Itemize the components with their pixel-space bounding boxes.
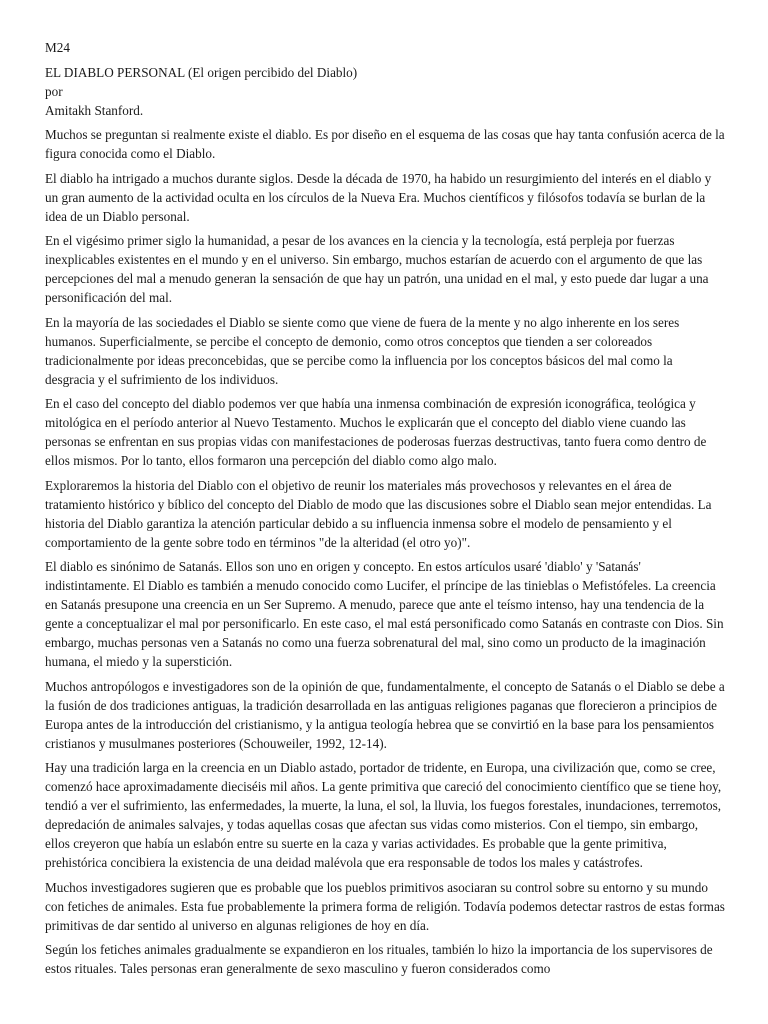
paragraph: Muchos investigadores sugieren que es probable que los pueblos primitivos asociaran su control sobre su entorno y su mundo con fetiches de animales. Esta fue probablemente la primera forma de religión. Todavía podemos detectar rastros de estas formas primitivas de dar sentido al universo en algunas religiones de hoy en día. bbox=[45, 879, 725, 933]
document-title: EL DIABLO PERSONAL (El origen percibido del Diablo) bbox=[45, 65, 358, 80]
paragraph: En el caso del concepto del diablo podemos ver que había una inmensa combinación de expresión iconográfica, teológica y mitológica en el período anterior al Nuevo Testamento. Muchos le explicarán que el concepto del diablo viene cuando las personas se enfrentan en sus propias vidas con manifestaciones de poderosas fuerzas destructivas, tanto fuera como dentro de ellos mismos. Por lo tanto, ellos formaron una percepción del diablo como algo malo. bbox=[45, 396, 707, 468]
paragraph: El diablo es sinónimo de Satanás. Ellos son uno en origen y concepto. En estos artículos usaré 'diablo' y 'Satanás' indistintamente. El Diablo es también a menudo conocido como Lucifer, el príncipe de las tinieblas o Mefistófeles. La creencia en Satanás presupone una creencia en un Ser Supremo. A menudo, parece que ante el teísmo intenso, hay una tendencia de la gente a conceptualizar el mal por personificarlo. En este caso, el mal está personificado como Satanás en contraste con Dios. Sin embargo, muchas personas ven a Satanás no como una fuerza sobrenatural del mal, sino como un producto de la imaginación humana, el miedo y la superstición. bbox=[45, 559, 724, 669]
document-page bbox=[45, 38, 725, 984]
paragraph: Según los fetiches animales gradualmente se expandieron en los rituales, también lo hizo la importancia de los supervisores de estos rituales. Tales personas eran generalmente de sexo masculino y fueron considerados como bbox=[45, 942, 713, 976]
paragraph: En la mayoría de las sociedades el Diablo se siente como que viene de fuera de la mente y no algo inherente en los seres humanos. Superficialmente, se percibe el concepto de demonio, como otros conceptos que tienden a ser coloreados tradicionalmente por ideas preconcebidas, que se percibe como la influencia por los conceptos básicos del mal como la desgracia y el sufrimiento de los individuos. bbox=[45, 314, 680, 387]
document-author: Amitakh Stanford. bbox=[45, 103, 144, 118]
document-byline: por bbox=[45, 84, 63, 99]
paragraph: Muchos antropólogos e investigadores son de la opinión de que, fundamentalmente, el concepto de Satanás o el Diablo se debe a la fusión de dos tradiciones antiguas, la tradición desarrollada en las antiguas religiones paganas que florecieron a principios de Europa antes de la introducción del cristianismo, y la antigua teología hebrea que se convirtió en la base para los pensamientos cristianos y musulmanes posteriores (Schouweiler, 1992, 12-14). bbox=[45, 678, 725, 751]
paragraph: En el vigésimo primer siglo la humanidad, a pesar de los avances en la ciencia y la tecnología, está perpleja por fuerzas inexplicables existentes en el mundo y en el universo. Sin embargo, muchos estarían de acuerdo con el argumento de que las percepciones del mal a menudo generan la sensación de que hay un patrón, una unidad en el mal, y esto puede dar lugar a una personificación del mal. bbox=[45, 233, 709, 305]
paragraph: Muchos se preguntan si realmente existe el diablo. Es por diseño en el esquema de las cosas que hay tanta confusión acerca de la figura conocida como el Diablo. bbox=[45, 127, 725, 161]
paragraph: Exploraremos la historia del Diablo con el objetivo de reunir los materiales más provechosos y relevantes en el área de tratamiento histórico y bíblico del concepto del Diablo de modo que las discusiones sobre el Diablo sean mejor entendidas. La historia del Diablo garantiza la atención particular debido a su influencia inmensa sobre el modelo de pensamiento y el comportamiento de la gente sobre todo en términos "de la alteridad (el otro yo)". bbox=[45, 477, 712, 550]
paragraph: Hay una tradición larga en la creencia en un Diablo astado, portador de tridente, en Europa, una civilización que, como se cree, comenzó hace aproximadamente dieciséis mil años. La gente primitiva que careció del conocimiento científico que se tiene hoy, tendió a ver el sufrimiento, las enfermedades, la muerte, la luna, el sol, la lluvia, los fuegos forestales, inundaciones, terremotos, depredación de animales salvajes, y todas aquellas cosas que afectan sus vidas como misterios. Con el tiempo, sin embargo, ellos creyeron que había un eslabón entre su suerte en la caza y varias actividades. Es probable que la gente primitiva, prehistórica concibiera la existencia de una deidad malévola que era responsable de todos los males y catástrofes. bbox=[45, 760, 722, 870]
document-code: M24 bbox=[45, 40, 70, 55]
paragraph: El diablo ha intrigado a muchos durante siglos. Desde la década de 1970, ha habido un resurgimiento del interés en el diablo y un gran aumento de la actividad oculta en los círculos de la Nueva Era. Muchos científicos y filósofos todavía se burlan de la idea de un Diablo personal. bbox=[45, 170, 712, 224]
